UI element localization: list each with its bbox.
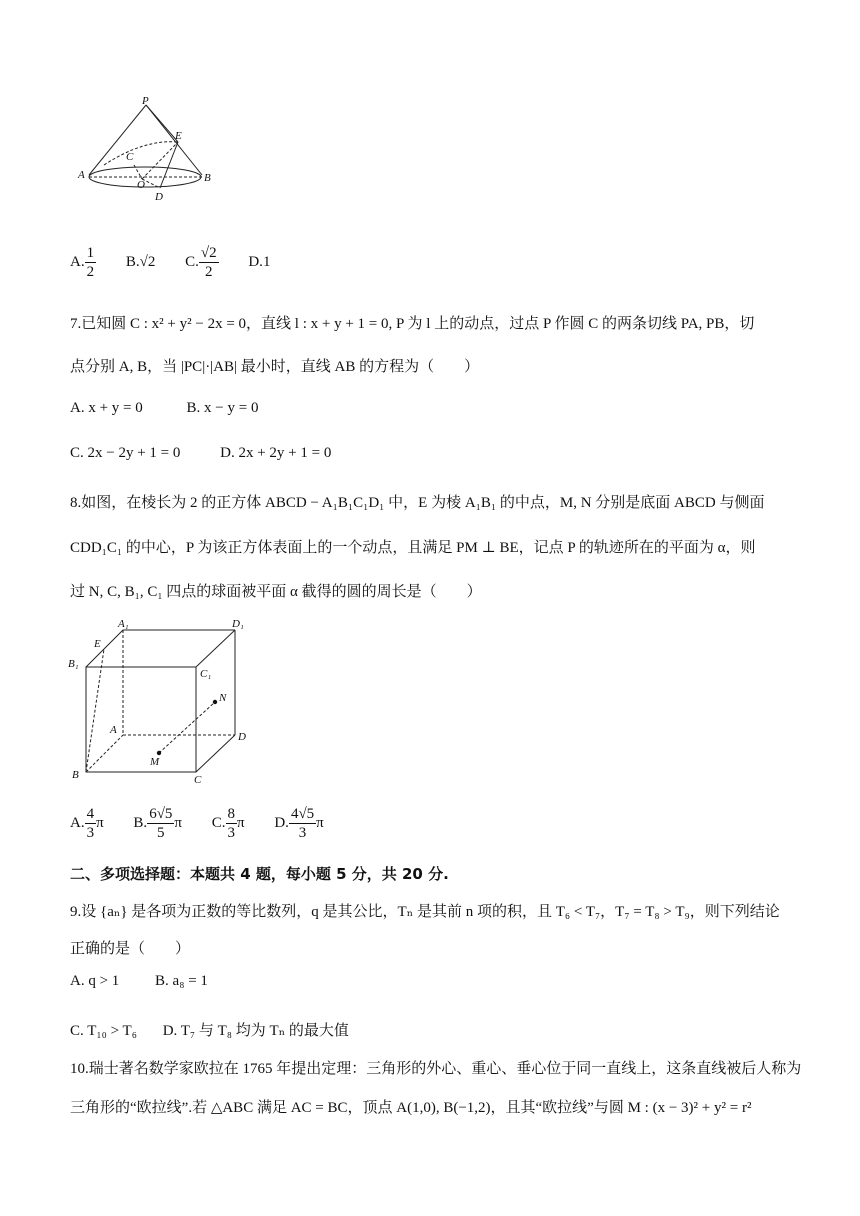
label-C: C <box>194 774 202 786</box>
label-B: B <box>72 769 79 781</box>
label-A: A <box>110 724 117 736</box>
q7-options-row1 <box>70 400 258 417</box>
label-O: O <box>137 179 145 191</box>
q9-option-b: B. a₈ = 1 <box>155 973 208 989</box>
q10-stem-line1: 10.瑞士著名数学家欧拉在 1765 年提出定理：三角形的外心、重心、垂心位于同一直线上，这条直线被后人称为 <box>70 1061 802 1077</box>
q9-stem-line2: 正确的是（ ） <box>70 941 191 957</box>
label-M: M <box>150 756 160 768</box>
label-N: N <box>219 692 227 704</box>
label-E: E <box>94 638 101 650</box>
q8-stem-line3: 过 N, C, B₁, C₁ 四点的球面被平面 α 截得的圆的周长是（ ） <box>70 584 482 600</box>
q9-options-row1 <box>70 973 208 990</box>
q8-option-a: A. $\frac{4}{3}$ π <box>70 806 104 841</box>
cube-figure <box>62 615 262 790</box>
q8-option-c: C. $\frac{8}{3}$ π <box>211 806 245 841</box>
q7-option-c: C. 2x − 2y + 1 = 0 <box>70 445 181 461</box>
label-A1: A₁ <box>118 618 129 630</box>
q7-option-a: A. x + y = 0 <box>70 400 143 416</box>
label-D1: D₁ <box>232 618 244 630</box>
q6-option-d: D. 1 <box>248 254 271 270</box>
q7-option-d: D. 2x + 2y + 1 = 0 <box>220 445 332 461</box>
section-heading-multiple-choice: 二、多项选择题：本题共 4 题，每小题 5 分，共 20 分. <box>70 865 449 883</box>
label-D: D <box>155 191 163 203</box>
cone-figure <box>74 95 224 205</box>
q10-stem-line2: 三角形的“欧拉线”.若 △ABC 满足 AC = BC，顶点 A(1,0), B(−1,2)，且其“欧拉线”与圆 M : (x − 3)² + y² = r² <box>70 1100 752 1116</box>
q9-options-row2 <box>70 1019 349 1040</box>
q7-option-b: B. x − y = 0 <box>186 400 259 416</box>
q8-stem-line1: 8.如图，在棱长为 2 的正方体 ABCD − A₁B₁C₁D₁ 中，E 为棱 A₁B₁ 的中点，M, N 分别是底面 ABCD 与侧面 <box>70 495 765 511</box>
q6-option-c: C. $\frac{√2}{2}$ <box>185 245 217 280</box>
q9-stem-line1: 9.设 {aₙ} 是各项为正数的等比数列，q 是其公比，Tₙ 是其前 n 项的积，且 T₆ < T₇，T₇ = T₈ > T₉，则下列结论 <box>70 904 780 920</box>
q8-option-d: D. $\frac{4√5}{3}$ π <box>274 806 324 841</box>
q6-option-a: A. $\frac{1}{2}$ <box>70 245 95 280</box>
label-C: C <box>126 151 134 163</box>
label-B1: B₁ <box>68 658 79 670</box>
q8-stem-line2: CDD₁C₁ 的中心，P 为该正方体表面上的一个动点，且满足 PM ⊥ BE，记点 P 的轨迹所在的平面为 α，则 <box>70 540 756 556</box>
q9-option-c: C. T₁₀ > T₆ <box>70 1023 137 1039</box>
label-E: E <box>175 130 182 142</box>
label-P: P <box>142 95 149 107</box>
q9-option-d: D. T₇ 与 T₈ 均为 Tₙ 的最大值 <box>162 1023 349 1039</box>
q6-option-b: B. √2 <box>125 254 156 270</box>
q8-options <box>70 805 350 842</box>
label-D: D <box>238 731 246 743</box>
q7-options-row2 <box>70 445 331 462</box>
q6-options <box>70 244 296 281</box>
label-A: A <box>78 169 85 181</box>
label-B: B <box>204 172 211 184</box>
q9-option-a: A. q > 1 <box>70 973 120 989</box>
q7-stem-line2: 点分别 A, B，当 |PC|·|AB| 最小时，直线 AB 的方程为（ ） <box>70 359 480 375</box>
q7-stem-line1: 7.已知圆 C : x² + y² − 2x = 0，直线 l : x + y + 1 = 0, P 为 l 上的动点，过点 P 作圆 C 的两条切线 PA, PB，切 <box>70 316 755 332</box>
label-C1: C₁ <box>200 668 212 680</box>
q8-option-b: B. $\frac{6√5}{5}$ π <box>133 806 182 841</box>
